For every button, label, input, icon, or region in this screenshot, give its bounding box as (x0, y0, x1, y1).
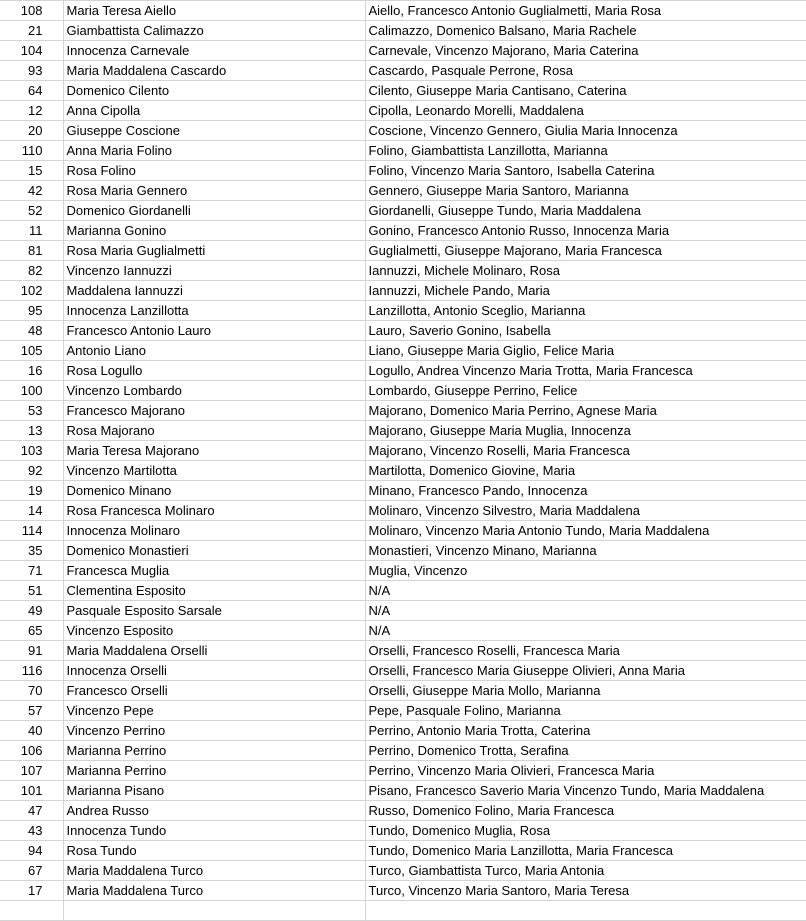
id-cell[interactable]: 21 (0, 21, 63, 41)
table-row (0, 501, 806, 521)
name-cell[interactable]: Marianna Gonino (63, 221, 365, 241)
name-cell[interactable]: Marianna Pisano (63, 781, 365, 801)
id-cell[interactable]: 101 (0, 781, 63, 801)
id-cell[interactable]: 16 (0, 361, 63, 381)
id-cell[interactable]: 11 (0, 221, 63, 241)
name-cell[interactable]: Maria Teresa Majorano (63, 441, 365, 461)
id-cell[interactable]: 67 (0, 861, 63, 881)
table-row (0, 781, 806, 801)
parents-cell[interactable]: Gennero, Giuseppe Maria Santoro, Marianna (365, 181, 806, 201)
table-row (0, 701, 806, 721)
name-cell[interactable]: Domenico Minano (63, 481, 365, 501)
empty-cell[interactable] (63, 901, 365, 921)
id-cell[interactable]: 17 (0, 881, 63, 901)
parents-cell[interactable]: Iannuzzi, Michele Pando, Maria (365, 281, 806, 301)
id-cell[interactable]: 91 (0, 641, 63, 661)
table-row (0, 321, 806, 341)
id-cell[interactable]: 47 (0, 801, 63, 821)
table-row (0, 341, 806, 361)
name-cell[interactable]: Anna Maria Folino (63, 141, 365, 161)
id-cell[interactable]: 102 (0, 281, 63, 301)
table-row (0, 1, 806, 21)
name-cell[interactable]: Francesco Majorano (63, 401, 365, 421)
name-cell[interactable]: Innocenza Orselli (63, 661, 365, 681)
id-cell[interactable]: 71 (0, 561, 63, 581)
name-cell[interactable]: Maria Maddalena Turco (63, 881, 365, 901)
parents-cell[interactable]: Cilento, Giuseppe Maria Cantisano, Caterina (365, 81, 806, 101)
table-row (0, 521, 806, 541)
id-cell[interactable]: 108 (0, 1, 63, 21)
id-cell[interactable]: 64 (0, 81, 63, 101)
parents-cell[interactable]: Pisano, Francesco Saverio Maria Vincenzo Tundo, Maria Maddalena (365, 781, 806, 801)
table-row (0, 541, 806, 561)
name-cell[interactable]: Vincenzo Martilotta (63, 461, 365, 481)
parents-cell[interactable]: Minano, Francesco Pando, Innocenza (365, 481, 806, 501)
id-cell[interactable]: 20 (0, 121, 63, 141)
parents-cell[interactable]: Tundo, Domenico Maria Lanzillotta, Maria Francesca (365, 841, 806, 861)
table-row (0, 181, 806, 201)
name-cell[interactable]: Rosa Majorano (63, 421, 365, 441)
name-cell[interactable]: Pasquale Esposito Sarsale (63, 601, 365, 621)
name-cell[interactable]: Rosa Logullo (63, 361, 365, 381)
parents-cell[interactable]: Cipolla, Leonardo Morelli, Maddalena (365, 101, 806, 121)
id-cell[interactable]: 103 (0, 441, 63, 461)
parents-cell[interactable]: Logullo, Andrea Vincenzo Maria Trotta, Maria Francesca (365, 361, 806, 381)
parents-cell[interactable]: Majorano, Domenico Maria Perrino, Agnese Maria (365, 401, 806, 421)
parents-cell[interactable]: Lauro, Saverio Gonino, Isabella (365, 321, 806, 341)
parents-cell[interactable]: Folino, Vincenzo Maria Santoro, Isabella Caterina (365, 161, 806, 181)
name-cell[interactable]: Rosa Francesca Molinaro (63, 501, 365, 521)
table-row (0, 861, 806, 881)
id-cell[interactable]: 110 (0, 141, 63, 161)
id-cell[interactable]: 81 (0, 241, 63, 261)
table-row (0, 721, 806, 741)
name-cell[interactable]: Rosa Tundo (63, 841, 365, 861)
table-row (0, 581, 806, 601)
id-cell[interactable]: 42 (0, 181, 63, 201)
parents-cell[interactable]: Folino, Giambattista Lanzillotta, Marianna (365, 141, 806, 161)
id-cell[interactable]: 93 (0, 61, 63, 81)
id-cell[interactable]: 116 (0, 661, 63, 681)
spreadsheet-body (0, 1, 806, 921)
table-row (0, 401, 806, 421)
parents-cell[interactable]: Lombardo, Giuseppe Perrino, Felice (365, 381, 806, 401)
parents-cell[interactable]: N/A (365, 581, 806, 601)
name-cell[interactable]: Domenico Giordanelli (63, 201, 365, 221)
id-cell[interactable]: 94 (0, 841, 63, 861)
table-row (0, 601, 806, 621)
name-cell[interactable]: Domenico Cilento (63, 81, 365, 101)
id-cell[interactable]: 95 (0, 301, 63, 321)
table-row (0, 41, 806, 61)
id-cell[interactable]: 40 (0, 721, 63, 741)
parents-cell[interactable]: Coscione, Vincenzo Gennero, Giulia Maria Innocenza (365, 121, 806, 141)
id-cell[interactable]: 13 (0, 421, 63, 441)
name-cell[interactable]: Domenico Monastieri (63, 541, 365, 561)
id-cell[interactable]: 35 (0, 541, 63, 561)
table-row (0, 741, 806, 761)
parents-cell[interactable]: Perrino, Domenico Trotta, Serafina (365, 741, 806, 761)
name-cell[interactable]: Vincenzo Perrino (63, 721, 365, 741)
table-row (0, 301, 806, 321)
parents-cell[interactable]: Perrino, Antonio Maria Trotta, Caterina (365, 721, 806, 741)
parents-cell[interactable]: N/A (365, 621, 806, 641)
table-row (0, 761, 806, 781)
id-cell[interactable]: 92 (0, 461, 63, 481)
parents-cell[interactable]: Orselli, Francesco Roselli, Francesca Maria (365, 641, 806, 661)
table-row (0, 561, 806, 581)
table-row (0, 161, 806, 181)
name-cell[interactable]: Francesco Antonio Lauro (63, 321, 365, 341)
parents-cell[interactable]: Russo, Domenico Folino, Maria Francesca (365, 801, 806, 821)
table-row (0, 381, 806, 401)
name-cell[interactable]: Rosa Maria Guglialmetti (63, 241, 365, 261)
parents-cell[interactable]: Iannuzzi, Michele Molinaro, Rosa (365, 261, 806, 281)
parents-cell[interactable]: Gonino, Francesco Antonio Russo, Innocenza Maria (365, 221, 806, 241)
parents-cell[interactable]: Perrino, Vincenzo Maria Olivieri, Francesca Maria (365, 761, 806, 781)
id-cell[interactable]: 100 (0, 381, 63, 401)
table-row (0, 221, 806, 241)
id-cell[interactable]: 57 (0, 701, 63, 721)
id-cell[interactable]: 82 (0, 261, 63, 281)
table-row (0, 261, 806, 281)
parents-cell[interactable]: Calimazzo, Domenico Balsano, Maria Rachele (365, 21, 806, 41)
name-cell[interactable]: Vincenzo Iannuzzi (63, 261, 365, 281)
empty-row (0, 901, 806, 921)
table-row (0, 441, 806, 461)
parents-cell[interactable]: Giordanelli, Giuseppe Tundo, Maria Maddalena (365, 201, 806, 221)
table-row (0, 461, 806, 481)
empty-cell[interactable] (0, 901, 63, 921)
parents-cell[interactable]: Majorano, Giuseppe Maria Muglia, Innocenza (365, 421, 806, 441)
table-row (0, 841, 806, 861)
name-cell[interactable]: Giuseppe Coscione (63, 121, 365, 141)
name-cell[interactable]: Francesca Muglia (63, 561, 365, 581)
name-cell[interactable]: Giambattista Calimazzo (63, 21, 365, 41)
table-row (0, 121, 806, 141)
table-row (0, 481, 806, 501)
name-cell[interactable]: Antonio Liano (63, 341, 365, 361)
table-row (0, 661, 806, 681)
parents-cell[interactable]: Carnevale, Vincenzo Majorano, Maria Caterina (365, 41, 806, 61)
parents-cell[interactable]: Pepe, Pasquale Folino, Marianna (365, 701, 806, 721)
empty-cell[interactable] (365, 901, 806, 921)
parents-cell[interactable]: Liano, Giuseppe Maria Giglio, Felice Maria (365, 341, 806, 361)
id-cell[interactable]: 52 (0, 201, 63, 221)
table-row (0, 201, 806, 221)
name-cell[interactable]: Francesco Orselli (63, 681, 365, 701)
id-cell[interactable]: 14 (0, 501, 63, 521)
id-cell[interactable]: 105 (0, 341, 63, 361)
name-cell[interactable]: Rosa Folino (63, 161, 365, 181)
table-row (0, 101, 806, 121)
id-cell[interactable]: 12 (0, 101, 63, 121)
table-row (0, 821, 806, 841)
id-cell[interactable]: 19 (0, 481, 63, 501)
table-row (0, 281, 806, 301)
name-cell[interactable]: Vincenzo Pepe (63, 701, 365, 721)
name-cell[interactable]: Maria Maddalena Cascardo (63, 61, 365, 81)
parents-cell[interactable]: Orselli, Giuseppe Maria Mollo, Marianna (365, 681, 806, 701)
parents-cell[interactable]: Guglialmetti, Giuseppe Majorano, Maria Francesca (365, 241, 806, 261)
parents-cell[interactable]: Majorano, Vincenzo Roselli, Maria Francesca (365, 441, 806, 461)
id-cell[interactable]: 104 (0, 41, 63, 61)
name-cell[interactable]: Clementina Esposito (63, 581, 365, 601)
table-row (0, 81, 806, 101)
parents-cell[interactable]: Aiello, Francesco Antonio Guglialmetti, Maria Rosa (365, 1, 806, 21)
parents-cell[interactable]: Tundo, Domenico Muglia, Rosa (365, 821, 806, 841)
id-cell[interactable]: 15 (0, 161, 63, 181)
id-cell[interactable]: 43 (0, 821, 63, 841)
id-cell[interactable]: 114 (0, 521, 63, 541)
table-row (0, 681, 806, 701)
name-cell[interactable]: Innocenza Tundo (63, 821, 365, 841)
parents-cell[interactable]: Turco, Vincenzo Maria Santoro, Maria Teresa (365, 881, 806, 901)
table-row (0, 141, 806, 161)
id-cell[interactable]: 48 (0, 321, 63, 341)
parents-cell[interactable]: Orselli, Francesco Maria Giuseppe Olivieri, Anna Maria (365, 661, 806, 681)
parents-cell[interactable]: Lanzillotta, Antonio Sceglio, Marianna (365, 301, 806, 321)
table-row (0, 801, 806, 821)
name-cell[interactable]: Vincenzo Esposito (63, 621, 365, 641)
name-cell[interactable]: Marianna Perrino (63, 761, 365, 781)
id-cell[interactable]: 107 (0, 761, 63, 781)
table-row (0, 21, 806, 41)
name-cell[interactable]: Maria Teresa Aiello (63, 1, 365, 21)
table-row (0, 241, 806, 261)
parents-cell[interactable]: Monastieri, Vincenzo Minano, Marianna (365, 541, 806, 561)
name-cell[interactable]: Vincenzo Lombardo (63, 381, 365, 401)
id-cell[interactable]: 70 (0, 681, 63, 701)
table-row (0, 881, 806, 901)
name-cell[interactable]: Maria Maddalena Orselli (63, 641, 365, 661)
name-cell[interactable]: Innocenza Molinaro (63, 521, 365, 541)
name-cell[interactable]: Maddalena Iannuzzi (63, 281, 365, 301)
table-row (0, 421, 806, 441)
name-cell[interactable]: Marianna Perrino (63, 741, 365, 761)
parents-cell[interactable]: Turco, Giambattista Turco, Maria Antonia (365, 861, 806, 881)
parents-cell[interactable]: Cascardo, Pasquale Perrone, Rosa (365, 61, 806, 81)
parents-cell[interactable]: Martilotta, Domenico Giovine, Maria (365, 461, 806, 481)
table-row (0, 621, 806, 641)
name-cell[interactable]: Innocenza Lanzillotta (63, 301, 365, 321)
table-row (0, 361, 806, 381)
name-cell[interactable]: Innocenza Carnevale (63, 41, 365, 61)
name-cell[interactable]: Andrea Russo (63, 801, 365, 821)
name-cell[interactable]: Rosa Maria Gennero (63, 181, 365, 201)
parents-cell[interactable]: Molinaro, Vincenzo Silvestro, Maria Maddalena (365, 501, 806, 521)
parents-cell[interactable]: Molinaro, Vincenzo Maria Antonio Tundo, Maria Maddalena (365, 521, 806, 541)
id-cell[interactable]: 106 (0, 741, 63, 761)
parents-cell[interactable]: Muglia, Vincenzo (365, 561, 806, 581)
id-cell[interactable]: 49 (0, 601, 63, 621)
parents-cell[interactable]: N/A (365, 601, 806, 621)
id-cell[interactable]: 65 (0, 621, 63, 641)
table-row (0, 641, 806, 661)
id-cell[interactable]: 53 (0, 401, 63, 421)
name-cell[interactable]: Anna Cipolla (63, 101, 365, 121)
table-row (0, 61, 806, 81)
name-cell[interactable]: Maria Maddalena Turco (63, 861, 365, 881)
id-cell[interactable]: 51 (0, 581, 63, 601)
